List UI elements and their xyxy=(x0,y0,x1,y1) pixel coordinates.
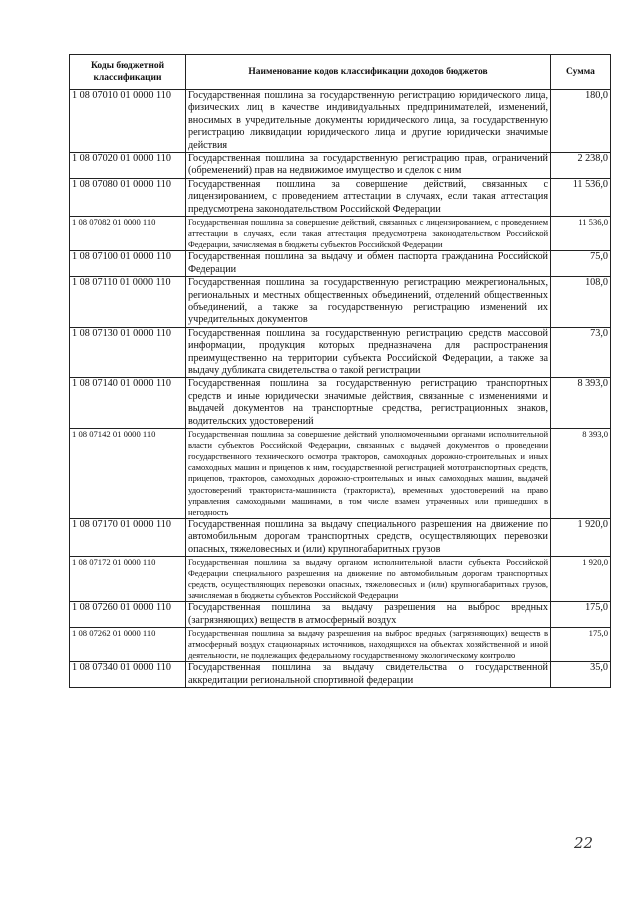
table-row xyxy=(70,602,611,628)
table-row xyxy=(70,277,611,328)
row-name: Государственная пошлина за совершение действий, связанных с лицензированием, с проведением аттестации в случаях, если такая аттестация предусмотрена законодательством Российской Федерации xyxy=(186,178,551,216)
row-name: Государственная пошлина за совершение действий уполномоченными органами исполнительной власти субъектов Российской Федерации, связанных с выдачей документов о проведении государственного технического осмотра тракторов, самоходных дорожно-строительных и иных самоходных машин и прицепов к ним, государственной регистрацией мототранспортных средств, прицепов, тракторов, самоходных дорожно-строительных и иных самоходных машин, выдачей удостоверений тракториста-машиниста (тракториста), временных удостоверений на право управления самоходными машинами, в том числе взамен утраченных или пришедших в негодность xyxy=(186,429,551,519)
row-code: 1 08 07172 01 0000 110 xyxy=(70,557,186,602)
row-code: 1 08 07020 01 0000 110 xyxy=(70,153,186,179)
row-sum: 108,0 xyxy=(551,277,611,328)
row-sum: 8 393,0 xyxy=(551,429,611,519)
row-sum: 75,0 xyxy=(551,251,611,277)
table-header-row xyxy=(70,55,611,90)
row-name: Государственная пошлина за государственную регистрацию юридического лица, физических лиц в качестве индивидуальных предпринимателей, изменений, вносимых в учредительные документы юридического лица, за государственную регистрацию ликвидации юридического лица и другие юридически значимые действия xyxy=(186,90,551,153)
row-sum: 11 536,0 xyxy=(551,178,611,216)
row-name: Государственная пошлина за выдачу свидетельства о государственной аккредитации региональной спортивной федерации xyxy=(186,662,551,688)
header-code: Коды бюджетной классификации xyxy=(70,55,186,90)
row-code: 1 08 07140 01 0000 110 xyxy=(70,378,186,429)
row-sum: 8 393,0 xyxy=(551,378,611,429)
header-name: Наименование кодов классификации доходов бюджетов xyxy=(186,55,551,90)
table-row xyxy=(70,518,611,556)
row-sum: 1 920,0 xyxy=(551,557,611,602)
row-code: 1 08 07082 01 0000 110 xyxy=(70,217,186,251)
page-number: 22 xyxy=(574,834,594,852)
table-row xyxy=(70,378,611,429)
row-code: 1 08 07100 01 0000 110 xyxy=(70,251,186,277)
table-row xyxy=(70,662,611,688)
row-code: 1 08 07080 01 0000 110 xyxy=(70,178,186,216)
row-name: Государственная пошлина за выдачу органом исполнительной власти субъекта Российской Федерации специального разрешения на движение по автомобильным дорогам транспортных средств, осуществляющих перевозки опасных, тяжеловесных и (или) крупногабаритных грузов, зачисляемая в бюджеты субъектов Российской Федерации xyxy=(186,557,551,602)
row-code: 1 08 07130 01 0000 110 xyxy=(70,327,186,378)
row-sum: 2 238,0 xyxy=(551,153,611,179)
row-sum: 73,0 xyxy=(551,327,611,378)
row-name: Государственная пошлина за выдачу разрешения на выброс вредных (загрязняющих) веществ в атмосферный воздух стационарных источников, находящихся на объектах хозяйственной и иной деятельности, не подлежащих федеральному государственному экологическому контролю xyxy=(186,628,551,662)
row-name: Государственная пошлина за выдачу разрешения на выброс вредных (загрязняющих) веществ в атмосферный воздух xyxy=(186,602,551,628)
row-code: 1 08 07170 01 0000 110 xyxy=(70,518,186,556)
budget-revenue-table xyxy=(69,54,611,688)
row-code: 1 08 07340 01 0000 110 xyxy=(70,662,186,688)
row-name: Государственная пошлина за выдачу и обмен паспорта гражданина Российской Федерации xyxy=(186,251,551,277)
table-row xyxy=(70,217,611,251)
row-name: Государственная пошлина за выдачу специального разрешения на движение по автомобильным дорогам транспортных средств, осуществляющих перевозки опасных, тяжеловесных и (или) крупногабаритных грузов xyxy=(186,518,551,556)
row-code: 1 08 07260 01 0000 110 xyxy=(70,602,186,628)
row-sum: 11 536,0 xyxy=(551,217,611,251)
table-body xyxy=(70,90,611,688)
row-name: Государственная пошлина за государственную регистрацию межрегиональных, региональных и местных общественных объединений, отделений общественных объединений, а также за государственную регистрацию изменений их учредительных документов xyxy=(186,277,551,328)
row-code: 1 08 07010 01 0000 110 xyxy=(70,90,186,153)
row-name: Государственная пошлина за государственную регистрацию транспортных средств и иные юридически значимые действия, связанные с изменениями и выдачей документов на транспортные средства, регистрационных знаков, водительских удостоверений xyxy=(186,378,551,429)
table-row xyxy=(70,557,611,602)
row-sum: 1 920,0 xyxy=(551,518,611,556)
row-code: 1 08 07110 01 0000 110 xyxy=(70,277,186,328)
table-row xyxy=(70,327,611,378)
table-row xyxy=(70,153,611,179)
row-sum: 180,0 xyxy=(551,90,611,153)
row-name: Государственная пошлина за государственную регистрацию средств массовой информации, продукция которых предназначена для распространения преимущественно на территории субъекта Российской Федерации, а также за выдачу дубликата свидетельства о такой регистрации xyxy=(186,327,551,378)
row-sum: 175,0 xyxy=(551,602,611,628)
row-code: 1 08 07262 01 0000 110 xyxy=(70,628,186,662)
row-name: Государственная пошлина за совершение действий, связанных с лицензированием, с проведением аттестации в случаях, если такая аттестация предусмотрена законодательством Российской Федерации, зачисляемая в бюджеты субъектов Российской Федерации xyxy=(186,217,551,251)
table-row xyxy=(70,628,611,662)
table-row xyxy=(70,429,611,519)
row-code: 1 08 07142 01 0000 110 xyxy=(70,429,186,519)
row-sum: 35,0 xyxy=(551,662,611,688)
table-row xyxy=(70,90,611,153)
header-sum: Сумма xyxy=(551,55,611,90)
row-name: Государственная пошлина за государственную регистрацию прав, ограничений (обременений) прав на недвижимое имущество и сделок с ним xyxy=(186,153,551,179)
table-row xyxy=(70,178,611,216)
row-sum: 175,0 xyxy=(551,628,611,662)
table-row xyxy=(70,251,611,277)
